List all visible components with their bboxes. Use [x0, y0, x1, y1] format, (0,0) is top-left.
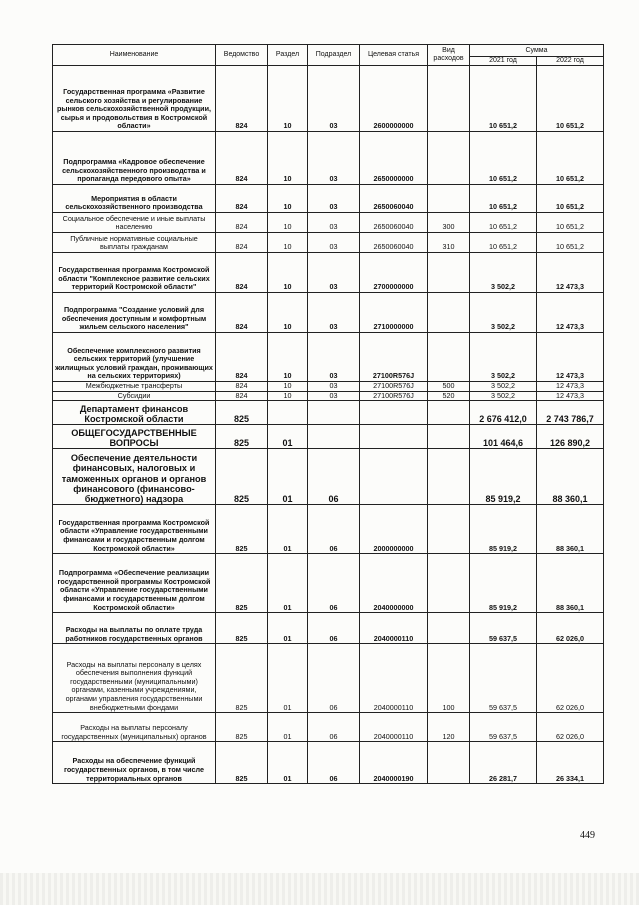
row-sum-2021: 10 651,2 — [470, 213, 537, 233]
row-vid: 500 — [428, 382, 470, 392]
row-razdel: 01 — [268, 613, 308, 644]
row-vedomstvo: 825 — [216, 401, 268, 425]
row-name: Расходы на обеспечение функций государственных органов, в том числе территориальных органов — [53, 742, 216, 784]
table-row — [53, 233, 604, 253]
col-header-podrazdel: Подраздел — [308, 45, 360, 66]
row-sum-2022: 62 026,0 — [537, 713, 604, 742]
row-name: Подпрограмма «Кадровое обеспечение сельскохозяйственного производства и пропаганда передового опыта» — [53, 132, 216, 185]
table-row — [53, 293, 604, 333]
row-celevaya — [360, 449, 428, 505]
table-row — [53, 132, 604, 185]
row-podrazdel: 03 — [308, 333, 360, 382]
row-vid — [428, 132, 470, 185]
row-vid: 300 — [428, 213, 470, 233]
row-podrazdel: 03 — [308, 293, 360, 333]
row-podrazdel — [308, 425, 360, 449]
row-podrazdel: 03 — [308, 66, 360, 132]
row-sum-2021: 59 637,5 — [470, 644, 537, 713]
table-row — [53, 449, 604, 505]
col-header-2022: 2022 год — [537, 57, 604, 66]
row-name: Расходы на выплаты персоналу в целях обеспечения выполнения функций государственными (муниципальными) органами, казенными учреждениями, органами управления государственными внебюджетными фондами — [53, 644, 216, 713]
row-sum-2022: 12 473,3 — [537, 293, 604, 333]
row-name: ОБЩЕГОСУДАРСТВЕННЫЕ ВОПРОСЫ — [53, 425, 216, 449]
row-vedomstvo: 824 — [216, 185, 268, 213]
row-vid — [428, 742, 470, 784]
row-sum-2021: 10 651,2 — [470, 66, 537, 132]
row-vid — [428, 449, 470, 505]
col-header-vid: Вид расходов — [428, 45, 470, 66]
row-razdel: 01 — [268, 505, 308, 554]
row-sum-2021: 3 502,2 — [470, 293, 537, 333]
row-podrazdel: 06 — [308, 449, 360, 505]
row-sum-2022: 88 360,1 — [537, 505, 604, 554]
row-sum-2022: 10 651,2 — [537, 66, 604, 132]
table-row — [53, 742, 604, 784]
row-razdel: 10 — [268, 382, 308, 392]
row-razdel: 01 — [268, 554, 308, 613]
row-sum-2021: 59 637,5 — [470, 613, 537, 644]
row-razdel: 10 — [268, 333, 308, 382]
row-vid — [428, 505, 470, 554]
budget-table — [52, 44, 604, 784]
row-vid: 520 — [428, 391, 470, 401]
row-name: Государственная программа Костромской области «Управление государственными финансами и государственным долгом Костромской области» — [53, 505, 216, 554]
table-row — [53, 713, 604, 742]
row-celevaya: 27100R576J — [360, 333, 428, 382]
row-vid — [428, 66, 470, 132]
row-sum-2021: 3 502,2 — [470, 333, 537, 382]
col-header-celevaya: Целевая статья — [360, 45, 428, 66]
row-name: Департамент финансов Костромской области — [53, 401, 216, 425]
row-name: Обеспечение деятельности финансовых, налоговых и таможенных органов и органов финансового (финансово-бюджетного) надзора — [53, 449, 216, 505]
row-celevaya: 2700000000 — [360, 253, 428, 293]
row-name: Межбюджетные трансферты — [53, 382, 216, 392]
col-header-vedomstvo: Ведомство — [216, 45, 268, 66]
row-razdel: 01 — [268, 713, 308, 742]
row-name: Расходы на выплаты персоналу государственных (муниципальных) органов — [53, 713, 216, 742]
row-razdel: 10 — [268, 132, 308, 185]
row-sum-2021: 101 464,6 — [470, 425, 537, 449]
row-name: Подпрограмма «Обеспечение реализации государственной программы Костромской области «Управление государственными финансами и государственным долгом Костромской области» — [53, 554, 216, 613]
table-row — [53, 213, 604, 233]
table-row — [53, 391, 604, 401]
row-vedomstvo: 824 — [216, 391, 268, 401]
row-celevaya: 2040000110 — [360, 713, 428, 742]
row-vid — [428, 425, 470, 449]
row-celevaya: 2000000000 — [360, 505, 428, 554]
row-celevaya: 2040000000 — [360, 554, 428, 613]
row-celevaya: 2650000000 — [360, 132, 428, 185]
row-sum-2021: 85 919,2 — [470, 505, 537, 554]
row-sum-2021: 2 676 412,0 — [470, 401, 537, 425]
row-razdel: 01 — [268, 449, 308, 505]
row-razdel: 01 — [268, 742, 308, 784]
row-celevaya: 2650060040 — [360, 185, 428, 213]
col-header-razdel: Раздел — [268, 45, 308, 66]
row-vedomstvo: 825 — [216, 554, 268, 613]
row-vid — [428, 554, 470, 613]
row-vid: 310 — [428, 233, 470, 253]
row-celevaya: 27100R576J — [360, 391, 428, 401]
table-row — [53, 185, 604, 213]
row-podrazdel: 03 — [308, 213, 360, 233]
table-row — [53, 333, 604, 382]
row-sum-2022: 26 334,1 — [537, 742, 604, 784]
row-vedomstvo: 825 — [216, 742, 268, 784]
row-name: Обеспечение комплексного развития сельских территорий (улучшение жилищных условий граждан, проживающих на сельских территориях) — [53, 333, 216, 382]
row-sum-2021: 3 502,2 — [470, 253, 537, 293]
row-vedomstvo: 824 — [216, 132, 268, 185]
row-sum-2022: 10 651,2 — [537, 132, 604, 185]
row-sum-2022: 10 651,2 — [537, 213, 604, 233]
table-row — [53, 382, 604, 392]
row-sum-2022: 10 651,2 — [537, 185, 604, 213]
row-razdel: 10 — [268, 185, 308, 213]
row-sum-2021: 10 651,2 — [470, 132, 537, 185]
row-sum-2022: 12 473,3 — [537, 382, 604, 392]
row-podrazdel: 06 — [308, 554, 360, 613]
row-razdel: 01 — [268, 644, 308, 713]
table-row — [53, 253, 604, 293]
row-sum-2021: 10 651,2 — [470, 233, 537, 253]
row-podrazdel: 03 — [308, 253, 360, 293]
row-vedomstvo: 824 — [216, 233, 268, 253]
row-sum-2022: 2 743 786,7 — [537, 401, 604, 425]
row-podrazdel: 03 — [308, 185, 360, 213]
table-row — [53, 66, 604, 132]
row-sum-2021: 3 502,2 — [470, 382, 537, 392]
row-vid — [428, 293, 470, 333]
row-name: Мероприятия в области сельскохозяйственного производства — [53, 185, 216, 213]
row-name: Расходы на выплаты по оплате труда работников государственных органов — [53, 613, 216, 644]
row-celevaya: 27100R576J — [360, 382, 428, 392]
row-celevaya: 2650060040 — [360, 213, 428, 233]
row-podrazdel: 06 — [308, 613, 360, 644]
header-row — [53, 45, 604, 57]
row-vid — [428, 253, 470, 293]
row-razdel — [268, 401, 308, 425]
row-vedomstvo: 825 — [216, 425, 268, 449]
row-podrazdel: 06 — [308, 713, 360, 742]
row-podrazdel: 03 — [308, 233, 360, 253]
row-razdel: 10 — [268, 213, 308, 233]
row-sum-2022: 12 473,3 — [537, 333, 604, 382]
row-vid: 100 — [428, 644, 470, 713]
table-row — [53, 613, 604, 644]
table-row — [53, 644, 604, 713]
row-podrazdel: 06 — [308, 644, 360, 713]
row-razdel: 10 — [268, 391, 308, 401]
row-sum-2022: 62 026,0 — [537, 644, 604, 713]
row-celevaya: 2600000000 — [360, 66, 428, 132]
row-vedomstvo: 825 — [216, 449, 268, 505]
row-vedomstvo: 824 — [216, 293, 268, 333]
table-row — [53, 425, 604, 449]
row-sum-2022: 62 026,0 — [537, 613, 604, 644]
row-vedomstvo: 825 — [216, 505, 268, 554]
col-header-name: Наименование — [53, 45, 216, 66]
row-sum-2021: 59 637,5 — [470, 713, 537, 742]
scan-binding-strip — [0, 873, 639, 905]
page-number: 449 — [580, 830, 595, 841]
table-row — [53, 505, 604, 554]
row-podrazdel: 06 — [308, 505, 360, 554]
table-row — [53, 401, 604, 425]
row-sum-2022: 126 890,2 — [537, 425, 604, 449]
row-vedomstvo: 824 — [216, 213, 268, 233]
row-vedomstvo: 824 — [216, 333, 268, 382]
row-celevaya: 2040000190 — [360, 742, 428, 784]
row-celevaya: 2040000110 — [360, 644, 428, 713]
row-sum-2021: 10 651,2 — [470, 185, 537, 213]
row-razdel: 10 — [268, 253, 308, 293]
row-vedomstvo: 825 — [216, 644, 268, 713]
row-vid — [428, 401, 470, 425]
row-podrazdel — [308, 401, 360, 425]
row-vedomstvo: 824 — [216, 253, 268, 293]
row-name: Государственная программа Костромской области "Комплексное развитие сельских территорий Костромской области" — [53, 253, 216, 293]
row-sum-2022: 88 360,1 — [537, 449, 604, 505]
col-header-2021: 2021 год — [470, 57, 537, 66]
row-razdel: 01 — [268, 425, 308, 449]
row-name: Публичные нормативные социальные выплаты гражданам — [53, 233, 216, 253]
row-vid — [428, 185, 470, 213]
row-podrazdel: 03 — [308, 391, 360, 401]
row-sum-2021: 26 281,7 — [470, 742, 537, 784]
row-celevaya — [360, 401, 428, 425]
row-podrazdel: 03 — [308, 132, 360, 185]
row-vid: 120 — [428, 713, 470, 742]
row-vedomstvo: 825 — [216, 713, 268, 742]
row-vedomstvo: 825 — [216, 613, 268, 644]
row-sum-2022: 10 651,2 — [537, 233, 604, 253]
row-celevaya — [360, 425, 428, 449]
table-row — [53, 554, 604, 613]
row-razdel: 10 — [268, 233, 308, 253]
row-sum-2022: 12 473,3 — [537, 391, 604, 401]
row-vid — [428, 333, 470, 382]
row-podrazdel: 03 — [308, 382, 360, 392]
row-celevaya: 2710000000 — [360, 293, 428, 333]
row-sum-2021: 3 502,2 — [470, 391, 537, 401]
row-podrazdel: 06 — [308, 742, 360, 784]
row-name: Подпрограмма "Создание условий для обеспечения доступным и комфортным жильем сельского населения" — [53, 293, 216, 333]
row-vedomstvo: 824 — [216, 382, 268, 392]
row-razdel: 10 — [268, 66, 308, 132]
row-celevaya: 2040000110 — [360, 613, 428, 644]
row-celevaya: 2650060040 — [360, 233, 428, 253]
row-name: Государственная программа «Развитие сельского хозяйства и регулирование рынков сельскохозяйственной продукции, сырья и продовольствия в Костромской области» — [53, 66, 216, 132]
row-name: Субсидии — [53, 391, 216, 401]
row-vid — [428, 613, 470, 644]
row-razdel: 10 — [268, 293, 308, 333]
row-sum-2022: 12 473,3 — [537, 253, 604, 293]
row-sum-2021: 85 919,2 — [470, 554, 537, 613]
row-sum-2021: 85 919,2 — [470, 449, 537, 505]
row-name: Социальное обеспечение и иные выплаты населению — [53, 213, 216, 233]
row-sum-2022: 88 360,1 — [537, 554, 604, 613]
col-header-summa: Сумма — [470, 45, 604, 57]
row-vedomstvo: 824 — [216, 66, 268, 132]
